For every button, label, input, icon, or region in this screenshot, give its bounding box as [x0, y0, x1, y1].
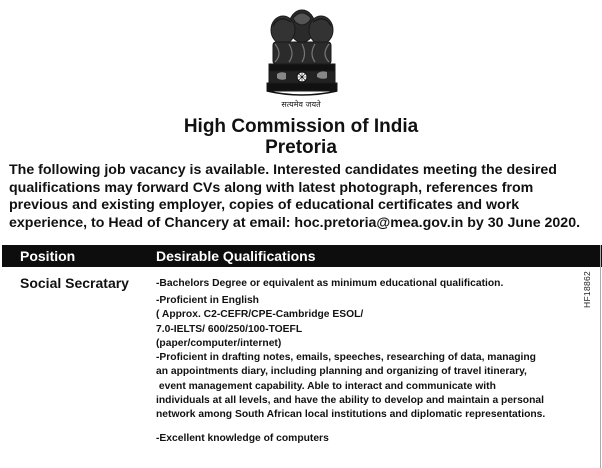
qualification-line: ( Approx. C2-CEFR/CPE-Cambridge ESOL/ — [156, 309, 364, 321]
intro-line: experience, to Head of Chancery at email: hoc.pretoria@mea.gov.in by 30 June 2020. — [9, 214, 581, 231]
national-emblem-icon — [259, 4, 345, 102]
intro-line: The following job vacancy is available. Interested candidates meeting the desired — [9, 162, 557, 178]
position-title: Social Secratary — [20, 275, 129, 291]
qualification-line: event management capability. Able to interact and communicate with — [156, 380, 496, 392]
emblem-motto: सत्यमेव जयते — [281, 100, 321, 109]
qualification-line: an appointments diary, including planning and organizing of travel itinerary, — [156, 366, 527, 378]
qualification-line: -Proficient in English — [156, 295, 259, 306]
qualification-line: -Bachelors Degree or equivalent as minimum educational qualification. — [156, 278, 504, 289]
intro-line: qualifications may forward CVs along with latest photograph, references from — [9, 179, 534, 196]
qualification-line: -Proficient in drafting notes, emails, speeches, researching of data, managing — [156, 352, 536, 363]
qualification-line: individuals at all levels, and have the ability to develop and maintain a personal — [156, 394, 544, 406]
ad-reference-code: HF18862 — [582, 270, 592, 308]
qualification-item — [156, 277, 503, 291]
qualification-line: network among South African local institutions and diplomatic representations. — [156, 409, 546, 421]
qualification-item — [156, 294, 363, 351]
intro-paragraph — [9, 162, 599, 232]
column-header-position: Position — [20, 248, 76, 264]
table-border — [600, 245, 601, 468]
column-header-qualifications: Desirable Qualifications — [156, 248, 316, 264]
table-header — [2, 245, 602, 267]
qualification-line: -Excellent knowledge of computers — [156, 433, 329, 444]
page-title: High Commission of India — [183, 116, 419, 137]
intro-line: previous and existing employer, copies of educational certificates and work — [9, 197, 520, 214]
page-subtitle: Pretoria — [265, 137, 337, 158]
qualification-item — [156, 351, 545, 422]
qualification-line: (paper/computer/internet) — [156, 337, 282, 349]
qualification-line: 7.0-IELTS/ 600/250/100-TOEFL — [156, 323, 303, 335]
qualification-item — [156, 432, 329, 446]
